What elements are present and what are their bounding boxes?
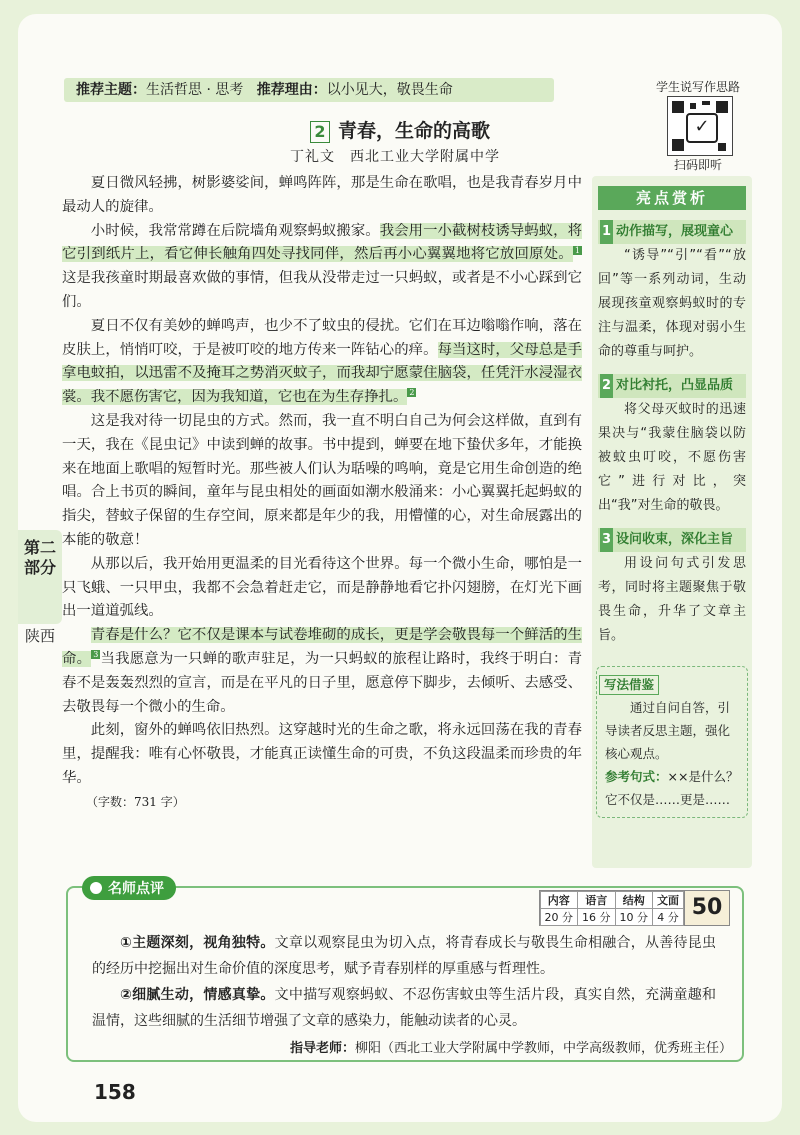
- word-count: （字数：731 字）: [86, 794, 185, 809]
- person-icon: [90, 882, 102, 894]
- sidebar-heading: 亮点赏析: [598, 186, 746, 210]
- page-number: 158: [94, 1080, 136, 1104]
- paragraph: 从那以后，我开始用更温柔的目光看待这个世界。每一个微小生命，哪怕是一只飞蛾、一只甲虫，我都不会急着赶走它，而是静静地看它扑闪翅膀，在灯光下画出一道道弧线。: [62, 555, 582, 620]
- total-score: 50: [684, 891, 729, 925]
- reason-label: 推荐理由：: [256, 82, 327, 98]
- qr-label: 学生说写作思路: [655, 80, 740, 94]
- topic-value: 生活哲思 · 思考: [146, 82, 244, 98]
- reference-pattern: 参考句式：××是什么？它不仅是……更是……: [605, 769, 739, 807]
- essay-number: 2: [310, 121, 330, 143]
- highlight: 每当这时，父母总是手拿电蚊拍，以迅雷不及掩耳之势消灭蚊子，而我却宁愿蒙住脑袋，任凭汗水浸湿衣裳。我不愿伤害它，因为我知道，它也在为生存挣扎。: [62, 341, 582, 406]
- comment-point: ②细腻生动，情感真挚。文中描写观察蚂蚁、不忍伤害蚊虫等生活片段，真实自然，充满童趣和温情，这些细腻的生活细节增强了文章的感染力，能触动读者的心灵。: [92, 987, 716, 1029]
- writing-tag: 写法借鉴: [599, 675, 659, 695]
- writing-tips-box: [596, 666, 748, 818]
- recommendation-bar: [64, 78, 554, 102]
- comment-heading: 名师点评: [82, 876, 176, 900]
- paragraph: 小时候，我常常蹲在后院墙角观察蚂蚁搬家。我会用一小截树枝诱导蚂蚁，将它引到纸片上，看它伸长触角四处寻找同伴，然后再小心翼翼地将它放回原处。 1这是我孩童时期最喜欢做的事情，但我从没带走过一只蚂蚁，或者是不小心踩到它们。: [62, 222, 582, 310]
- highlight: 青春是什么？它不仅是课本与试卷堆砌的成长，更是学会敬畏每一个鲜活的生命。: [62, 627, 582, 667]
- comment-point: ①主题深刻，视角独特。文章以观察昆虫为切入点，将青春成长与敬畏生命相融合，从善待昆虫的经历中挖掘出对生命价值的深度思考，赋予青春别样的厚重感与哲理性。: [92, 935, 716, 977]
- comment-body: [92, 930, 716, 1034]
- highlight-item: 3 设问收束，深化主旨 用设问句式引发思考，同时将主题聚焦于敬畏生命，升华了文章主旨。: [598, 528, 746, 648]
- region-tab: 陕西: [24, 627, 55, 645]
- paragraph: 青春是什么？它不仅是课本与试卷堆砌的成长，更是学会敬畏每一个鲜活的生命。 3 当我愿意为一只蝉的歌声驻足，为一只蚂蚁的旅程让路时，我终于明白：青春不是轰轰烈烈的宣言，而是在平凡的日子里，愿意停下脚步，去倾听、去感受、去敬畏每一个微小的生命。: [62, 627, 582, 715]
- paragraph: 这是我对待一切昆虫的方式。然而，我一直不明白自己为何会这样做，直到有一天，我在《昆虫记》中读到蝉的故事。书中提到，蝉要在地下蛰伏多年，才能换来在地面上歌唱的短暂时光。那些被人们认为聒噪的鸣响，竟是它用生命创造的绝唱。合上书页的瞬间，童年与昆虫相处的画面如潮水般涌来：小心翼翼托起蚂蚁的指尖，替蚊子保留的生存空间，原来都是年少的我，用懵懂的心，对生命展露出的本能的敬意！: [62, 412, 582, 548]
- qr-sub-label: 扫码即听: [673, 158, 722, 172]
- essay-author: 丁礼文 西北工业大学附属中学: [290, 149, 500, 165]
- highlights-sidebar: [592, 176, 752, 868]
- qr-code[interactable]: [667, 96, 733, 156]
- paragraph: 夏日不仅有美妙的蝉鸣声，也少不了蚊虫的侵扰。它们在耳边嗡嗡作响，落在皮肤上，悄悄叮咬，于是被叮咬的地方传来一阵钻心的痒。每当这时，父母总是手拿电蚊拍，以迅雷不及掩耳之势消灭蚊子，而我却宁愿蒙住脑袋，任凭汗水浸湿衣裳。我不愿伤害它，因为我知道，它也在为生存挣扎。 2: [62, 317, 582, 406]
- note-marker: 2: [409, 388, 415, 398]
- highlight-item: 1 动作描写，展现童心 “诱导”“引”“看”“放回”等一系列动词，生动展现孩童观察蚂蚁时的专注与温柔，体现对弱小生命的尊重与呵护。: [598, 220, 746, 364]
- highlight: 我会用一小截树枝诱导蚂蚁，将它引到纸片上，看它伸长触角四处寻找同伴，然后再小心翼翼地将它放回原处。: [62, 222, 582, 263]
- paragraph: 此刻，窗外的蝉鸣依旧热烈。这穿越时光的生命之歌，将永远回荡在我的青春里，提醒我：唯有心怀敬畏，才能真正读懂生命的可贵，不负这段温柔而珍贵的年华。: [62, 722, 582, 786]
- highlight-item: 2 对比衬托，凸显品质 将父母灭蚊时的迅速果决与“我蒙住脑袋以防被蚊虫叮咬，不愿伤害它”进行对比，突出“我”对生命的敬畏。: [598, 374, 746, 518]
- note-marker: 3: [93, 650, 99, 660]
- essay-title-text: 青春，生命的高歌: [338, 120, 491, 142]
- note-marker: 1: [574, 245, 580, 255]
- reason-value: 以小见大，敬畏生命: [326, 82, 453, 98]
- teacher-comment-box: [66, 881, 744, 1062]
- score-table: 内容 语言 结构 文面 20 分 16 分 10 分 4 分 50: [539, 890, 731, 926]
- check-icon: ✓: [686, 113, 718, 143]
- topic-label: 推荐主题：: [76, 82, 146, 98]
- section-tab: 第二部分: [18, 530, 62, 624]
- writing-text: 通过自问自答，引导读者反思主题，强化核心观点。: [605, 700, 731, 761]
- essay-body: [62, 172, 582, 815]
- paragraph: 夏日微风轻拂，树影婆娑间，蝉鸣阵阵，那是生命在歌唱，也是我青春岁月中最动人的旋律。: [62, 175, 582, 215]
- teacher-credit: 指导老师：柳阳（西北工业大学附属中学教师，中学高级教师，优秀班主任）: [289, 1041, 732, 1056]
- essay-title: [310, 116, 490, 143]
